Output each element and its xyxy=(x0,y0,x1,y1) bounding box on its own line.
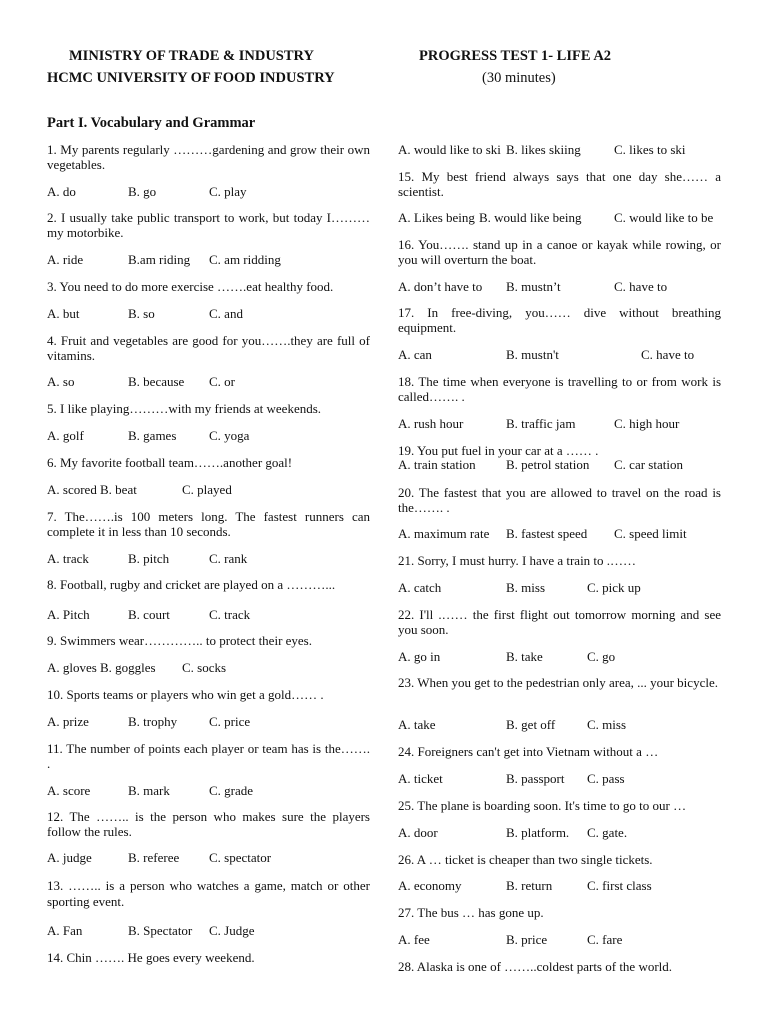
option-a[interactable]: A. Likes being xyxy=(398,210,475,225)
question-3: 3. You need to do more exercise …….eat healthy food. xyxy=(47,279,334,294)
option-b[interactable]: B. goggles xyxy=(100,660,156,675)
option-b[interactable]: B. pitch xyxy=(128,551,170,566)
question-23: 23. When you get to the pedestrian only area, ... your bicycle. xyxy=(398,675,718,690)
option-b[interactable]: B. games xyxy=(128,428,177,443)
option-c[interactable]: C. would like to be xyxy=(614,210,714,225)
option-b[interactable]: B. because xyxy=(128,374,185,389)
option-b[interactable]: B. platform. xyxy=(506,825,570,840)
option-c[interactable]: C. play xyxy=(209,184,247,199)
question-28: 28. Alaska is one of ……..coldest parts of the world. xyxy=(398,959,673,974)
question-18-options xyxy=(398,416,721,431)
test-duration: (30 minutes) xyxy=(482,70,556,86)
option-b[interactable]: B. mustn’t xyxy=(506,279,561,294)
option-b[interactable]: B. traffic jam xyxy=(506,416,576,431)
option-c[interactable]: C. and xyxy=(209,306,243,321)
option-b[interactable]: B. price xyxy=(506,932,548,947)
option-b[interactable]: B. Spectator xyxy=(128,923,193,938)
question-13: 13. …….. is a person who watches a game, match or other sporting event. xyxy=(47,878,370,909)
option-a[interactable]: A. take xyxy=(398,717,436,732)
option-a[interactable]: A. gloves xyxy=(47,660,97,675)
option-c[interactable]: C. likes to ski xyxy=(614,142,686,157)
option-a[interactable]: A. go in xyxy=(398,649,441,664)
option-a[interactable]: A. judge xyxy=(47,850,92,865)
question-27-options xyxy=(398,932,721,947)
question-17-options xyxy=(398,347,721,362)
question-6: 6. My favorite football team…….another goal! xyxy=(47,455,293,470)
option-b[interactable]: B. likes skiing xyxy=(506,142,581,157)
option-b[interactable]: B. passport xyxy=(506,771,565,786)
option-c[interactable]: C. track xyxy=(209,607,251,622)
option-a[interactable]: A. track xyxy=(47,551,89,566)
option-c[interactable]: C. price xyxy=(209,714,251,729)
question-22: 22. I'll .…… the first flight out tomorrow morning and see you soon. xyxy=(398,607,721,637)
question-10-options xyxy=(47,714,370,729)
question-15-options xyxy=(398,210,721,225)
question-1-options xyxy=(47,184,370,199)
option-b[interactable]: B. mark xyxy=(128,783,170,798)
question-15: 15. My best friend always says that one day she…… a scientist. xyxy=(398,169,721,199)
option-c[interactable]: C. car station xyxy=(614,457,683,472)
option-c[interactable]: C. or xyxy=(209,374,235,389)
option-c[interactable]: C. pick up xyxy=(587,580,641,595)
option-a[interactable]: A. ride xyxy=(47,252,84,267)
question-11-options xyxy=(47,783,370,798)
question-7-options xyxy=(47,551,370,566)
option-a[interactable]: A. train station xyxy=(398,457,476,472)
question-24-options xyxy=(398,771,721,786)
question-17: 17. In free-diving, you…… dive without breathing equipment. xyxy=(398,305,721,335)
option-c[interactable]: C. spectator xyxy=(209,850,272,865)
option-a[interactable]: A. Pitch xyxy=(47,607,90,622)
option-a[interactable]: A. golf xyxy=(47,428,84,443)
question-5: 5. I like playing………with my friends at weekends. xyxy=(47,401,322,416)
option-b[interactable]: B. court xyxy=(128,607,170,622)
option-a[interactable]: A. can xyxy=(398,347,432,362)
question-20: 20. The fastest that you are allowed to travel on the road is the……. . xyxy=(398,485,721,515)
option-b[interactable]: B. fastest speed xyxy=(506,526,588,541)
option-a[interactable]: A. economy xyxy=(398,878,462,893)
option-a[interactable]: A. would like to ski xyxy=(398,142,501,157)
option-c[interactable]: C. grade xyxy=(209,783,254,798)
question-13-options xyxy=(47,923,370,938)
option-a[interactable]: A. maximum rate xyxy=(398,526,490,541)
option-a[interactable]: A. but xyxy=(47,306,80,321)
option-a[interactable]: A. door xyxy=(398,825,438,840)
option-b[interactable]: B. return xyxy=(506,878,553,893)
option-a[interactable]: A. so xyxy=(47,374,75,389)
question-10: 10. Sports teams or players who win get a gold…… . xyxy=(47,687,324,702)
option-a[interactable]: A. don’t have to xyxy=(398,279,483,294)
question-22-options xyxy=(398,649,721,664)
option-b[interactable]: B. mustn't xyxy=(506,347,559,362)
option-b[interactable]: B. referee xyxy=(128,850,180,865)
option-c[interactable]: C. gate. xyxy=(587,825,628,840)
question-14-options xyxy=(398,142,721,157)
question-18: 18. The time when everyone is travelling to or from work is called……. . xyxy=(398,374,721,404)
question-25: 25. The plane is boarding soon. It's time to go to our … xyxy=(398,798,687,813)
option-c[interactable]: C. am ridding xyxy=(209,252,281,267)
option-b[interactable]: B. petrol station xyxy=(506,457,590,472)
question-8: 8. Football, rugby and cricket are played on a ………... xyxy=(47,577,336,592)
question-11: 11. The number of points each player or team has is the……. . xyxy=(47,741,370,771)
question-20-options xyxy=(398,526,721,541)
question-19: 19. You put fuel in your car at a …… . xyxy=(398,443,599,458)
question-23-options xyxy=(398,717,721,732)
question-26-options xyxy=(398,878,721,893)
option-b[interactable]: B. would like being xyxy=(479,210,582,225)
question-16: 16. You……. stand up in a canoe or kayak while rowing, or you will overturn the boat. xyxy=(398,237,721,267)
option-c[interactable]: C. played xyxy=(182,482,232,497)
option-c[interactable]: C. go xyxy=(587,649,616,664)
option-b[interactable]: B. beat xyxy=(100,482,137,497)
option-c[interactable]: C. fare xyxy=(587,932,623,947)
option-a[interactable]: A. Fan xyxy=(47,923,83,938)
option-a[interactable]: A. scored xyxy=(47,482,97,497)
option-c[interactable]: C. high hour xyxy=(614,416,680,431)
option-b[interactable]: B.am riding xyxy=(128,252,191,267)
question-1: 1. My parents regularly ………gardening and grow their own vegetables. xyxy=(47,142,370,172)
part-title: Part I. Vocabulary and Grammar xyxy=(47,115,256,131)
question-3-options xyxy=(47,306,370,321)
option-a[interactable]: A. rush hour xyxy=(398,416,464,431)
option-c[interactable]: C. yoga xyxy=(209,428,250,443)
question-6-options xyxy=(47,482,370,497)
option-b[interactable]: B. so xyxy=(128,306,155,321)
question-21: 21. Sorry, I must hurry. I have a train to .…… xyxy=(398,553,637,568)
question-9: 9. Swimmers wear………….. to protect their eyes. xyxy=(47,633,312,648)
university-heading: HCMC UNIVERSITY OF FOOD INDUSTRY xyxy=(47,70,335,86)
option-b[interactable]: B. trophy xyxy=(128,714,178,729)
question-9-options xyxy=(47,660,370,675)
question-4-options xyxy=(47,374,370,389)
ministry-heading: MINISTRY OF TRADE & INDUSTRY xyxy=(69,48,314,64)
question-14: 14. Chin ……. He goes every weekend. xyxy=(47,950,255,965)
question-5-options xyxy=(47,428,370,443)
question-26: 26. A … ticket is cheaper than two single tickets. xyxy=(398,852,653,867)
question-16-options xyxy=(398,279,721,294)
option-a[interactable]: A. ticket xyxy=(398,771,443,786)
option-b[interactable]: B. go xyxy=(128,184,157,199)
option-a[interactable]: A. score xyxy=(47,783,91,798)
question-12-options xyxy=(47,850,370,865)
option-c[interactable]: C. have to xyxy=(614,279,668,294)
question-21-options xyxy=(398,580,721,595)
option-c[interactable]: C. pass xyxy=(587,771,625,786)
option-b[interactable]: B. miss xyxy=(506,580,546,595)
option-c[interactable]: C. rank xyxy=(209,551,248,566)
question-25-options xyxy=(398,825,721,840)
option-a[interactable]: A. prize xyxy=(47,714,89,729)
option-b[interactable]: B. get off xyxy=(506,717,556,732)
question-12: 12. The …….. is the person who makes sure the players follow the rules. xyxy=(47,809,370,839)
question-19-options xyxy=(398,457,721,472)
question-24: 24. Foreigners can't get into Vietnam without a … xyxy=(398,744,659,759)
option-c[interactable]: C. first class xyxy=(587,878,652,893)
question-7: 7. The…….is 100 meters long. The fastest runners can complete it in less than 10 seconds. xyxy=(47,509,370,539)
option-b[interactable]: B. take xyxy=(506,649,543,664)
option-c[interactable]: C. Judge xyxy=(209,923,255,938)
question-4: 4. Fruit and vegetables are good for you…….they are full of vitamins. xyxy=(47,333,370,363)
option-c[interactable]: C. have to xyxy=(641,347,695,362)
question-2-options xyxy=(47,252,370,267)
question-27: 27. The bus … has gone up. xyxy=(398,905,544,920)
option-a[interactable]: A. fee xyxy=(398,932,430,947)
option-c[interactable]: C. miss xyxy=(587,717,627,732)
question-2: 2. I usually take public transport to work, but today I………my motorbike. xyxy=(47,210,370,240)
question-8-options xyxy=(47,607,370,622)
test-title: PROGRESS TEST 1- LIFE A2 xyxy=(419,48,612,64)
option-a[interactable]: A. catch xyxy=(398,580,442,595)
option-a[interactable]: A. do xyxy=(47,184,76,199)
option-c[interactable]: C. speed limit xyxy=(614,526,687,541)
option-c[interactable]: C. socks xyxy=(182,660,227,675)
